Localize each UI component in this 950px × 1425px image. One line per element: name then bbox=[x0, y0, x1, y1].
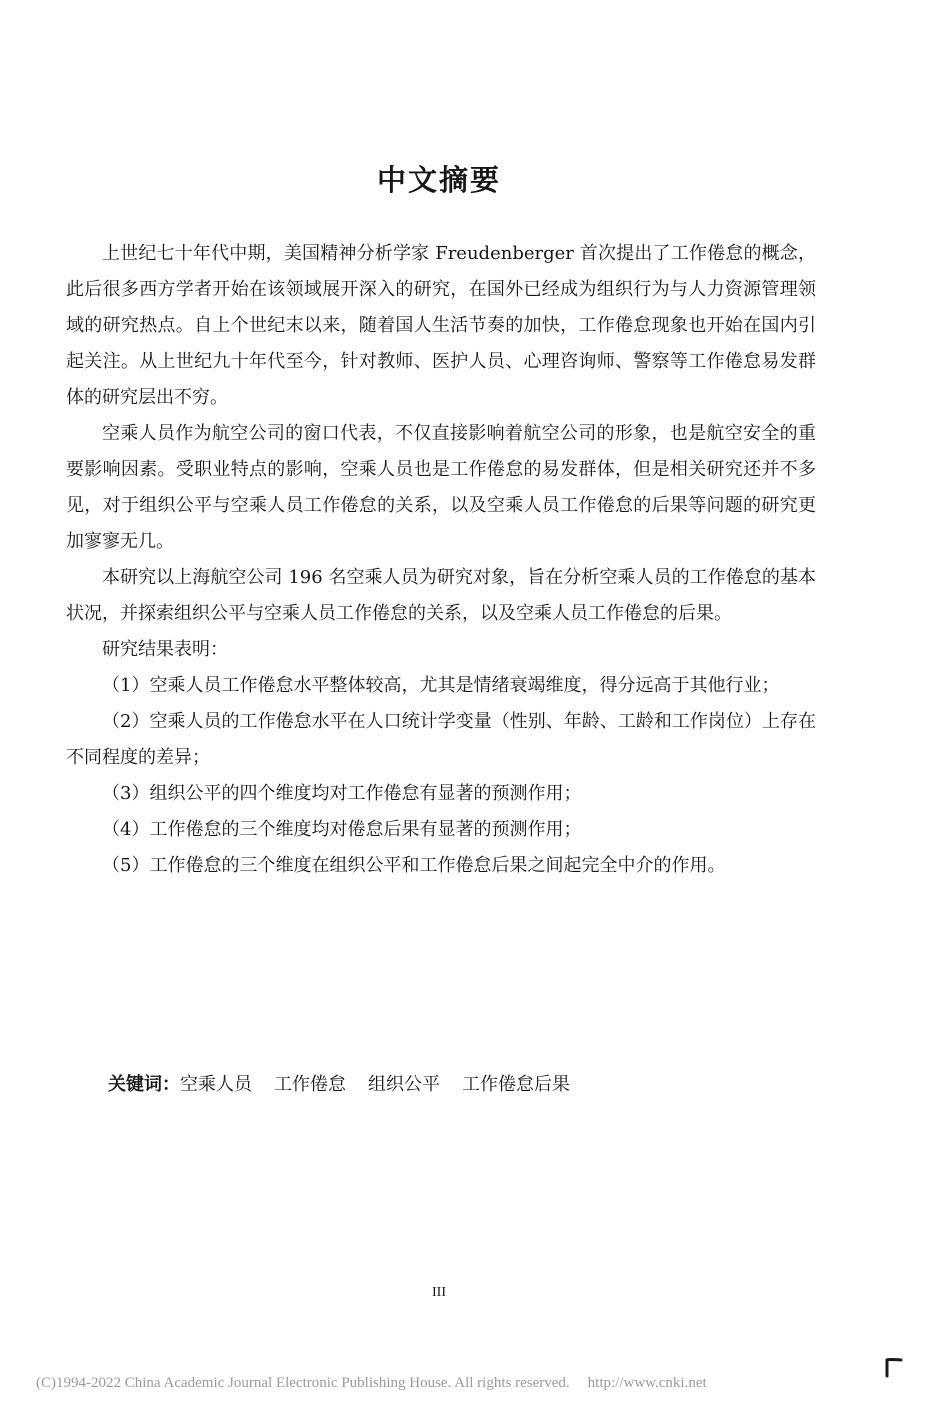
keyword: 工作倦怠后果 bbox=[462, 1074, 570, 1095]
keywords-line bbox=[108, 1070, 570, 1100]
keyword: 空乘人员 bbox=[180, 1074, 252, 1095]
abstract-paragraph: 本研究以上海航空公司 196 名空乘人员为研究对象，旨在分析空乘人员的工作倦怠的基本状况，并探索组织公平与空乘人员工作倦怠的关系，以及空乘人员工作倦怠的后果。 bbox=[66, 567, 816, 624]
finding-item: （2）空乘人员的工作倦怠水平在人口统计学变量（性别、年龄、工龄和工作岗位）上存在不同程度的差异； bbox=[66, 711, 816, 768]
copyright-text: (C)1994-2022 China Academic Journal Electronic Publishing House. All rights reserved. bbox=[36, 1375, 570, 1391]
finding-item: （1）空乘人员工作倦怠水平整体较高，尤其是情绪衰竭维度，得分远高于其他行业； bbox=[102, 675, 780, 696]
keywords-label: 关键词： bbox=[108, 1074, 180, 1095]
finding-item: （5）工作倦怠的三个维度在组织公平和工作倦怠后果之间起完全中介的作用。 bbox=[102, 855, 726, 876]
footer-url: http://www.cnki.net bbox=[587, 1375, 707, 1391]
page-number: III bbox=[432, 1285, 446, 1300]
page-title: 中文摘要 bbox=[376, 163, 501, 197]
abstract-paragraph: 上世纪七十年代中期，美国精神分析学家 Freudenberger 首次提出了工作倦怠的概念，此后很多西方学者开始在该领域展开深入的研究，在国外已经成为组织行为与人力资源管理领域的研究热点。自上个世纪末以来，随着国人生活节奏的加快，工作倦怠现象也开始在国内引起关注。从上世纪九十年代至今，针对教师、医护人员、心理咨询师、警察等工作倦怠易发群体的研究层出不穷。 bbox=[66, 243, 816, 408]
copyright-footer bbox=[36, 1375, 707, 1392]
abstract-paragraph: 空乘人员作为航空公司的窗口代表，不仅直接影响着航空公司的形象，也是航空安全的重要影响因素。受职业特点的影响，空乘人员也是工作倦怠的易发群体，但是相关研究还并不多见，对于组织公平与空乘人员工作倦怠的关系，以及空乘人员工作倦怠的后果等问题的研究更加寥寥无几。 bbox=[66, 423, 816, 552]
corner-mark-icon bbox=[883, 1356, 905, 1378]
abstract-body bbox=[66, 236, 816, 884]
keyword: 工作倦怠 bbox=[274, 1074, 346, 1095]
keyword: 组织公平 bbox=[368, 1074, 440, 1095]
results-intro: 研究结果表明： bbox=[102, 639, 228, 660]
finding-item: （3）组织公平的四个维度均对工作倦怠有显著的预测作用； bbox=[102, 783, 582, 804]
finding-item: （4）工作倦怠的三个维度均对倦怠后果有显著的预测作用； bbox=[102, 819, 582, 840]
